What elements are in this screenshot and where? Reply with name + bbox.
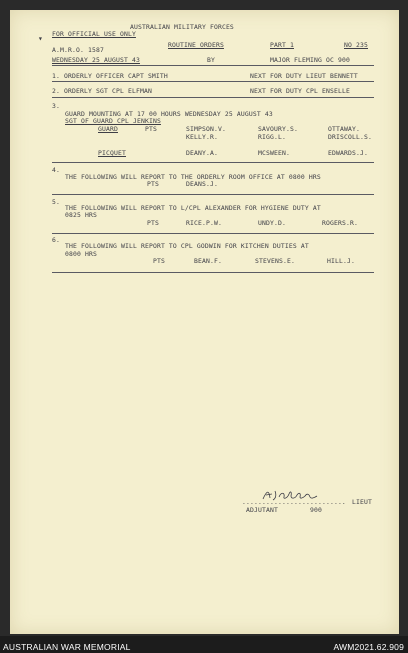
signature-dots: .......................... [242,498,346,506]
amro-reference: A.M.R.O. 1587 [52,46,104,54]
item6-time: 0800 HRS [65,250,97,258]
guard-name: KELLY.R. [186,133,218,141]
item6-name: HILL.J. [327,257,355,265]
guard-label: GUARD [98,125,118,133]
guard-name: DRISCOLL.S. [328,133,372,141]
adjutant-unit: 900 [310,506,322,514]
footer-accession-number: AWM2021.62.909 [333,642,404,652]
footer-institution: AUSTRALIAN WAR MEMORIAL [3,642,131,652]
item6-rule [52,272,374,273]
picquet-name: EDWARDS.J. [328,149,368,157]
item5-name: RICE.P.W. [186,219,222,227]
part-label: PART 1 [270,41,294,49]
guard-name: OTTAWAY. [328,125,360,133]
guard-mounting-heading: GUARD MOUNTING AT 17 00 HOURS WEDNESDAY 25 AUGUST 43 [65,110,273,118]
order-number: NO 235 [344,41,368,49]
guard-name: RIGG.L. [258,133,286,141]
classification: FOR OFFICIAL USE ONLY [52,30,136,38]
item4-pts: PTS [147,180,159,188]
item4-number: 4. [52,166,60,174]
item5-pts: PTS [147,219,159,227]
guard-pts: PTS [145,125,157,133]
item3-rule [52,162,374,163]
authority: MAJOR FLEMING OC 900 [270,56,350,64]
item6-pts: PTS [153,257,165,265]
item4-name: DEANS.J. [186,180,218,188]
routine-orders-label: ROUTINE ORDERS [168,41,224,49]
header-rule [52,65,374,66]
item6-name: STEVENS.E. [255,257,295,265]
item6-text: THE FOLLOWING WILL REPORT TO CPL GODWIN FOR KITCHEN DUTIES AT [65,242,309,250]
document-page [10,10,399,634]
guard-name: SIMPSON.V. [186,125,226,133]
picquet-name: DEANY.A. [186,149,218,157]
item4-rule [52,194,374,195]
item5-text: THE FOLLOWING WILL REPORT TO L/CPL ALEXANDER FOR HYGIENE DUTY AT [65,204,321,212]
item1-rule [52,81,374,82]
order-date: WEDNESDAY 25 AUGUST 43 [52,56,140,64]
item6-name: BEAN.F. [194,257,222,265]
item6-number: 6. [52,236,60,244]
item5-time: 0825 HRS [65,211,97,219]
by-label: BY [207,56,215,64]
picquet-label: PICQUET [98,149,126,157]
margin-mark: ▾ [38,34,43,43]
orderly-officer-line: 1. ORDERLY OFFICER CAPT SMITH [52,72,168,80]
item3-number: 3. [52,102,60,110]
item5-rule [52,233,374,234]
item4-text: THE FOLLOWING WILL REPORT TO THE ORDERLY ROOM OFFICE AT 0800 HRS [65,173,321,181]
adjutant-label: ADJUTANT [246,506,278,514]
item5-name: UNDY.D. [258,219,286,227]
guard-name: SAVOURY.S. [258,125,298,133]
item5-number: 5. [52,198,60,206]
item2-rule [52,97,374,98]
orderly-sgt-next: NEXT FOR DUTY CPL ENSELLE [250,87,350,95]
orderly-officer-next: NEXT FOR DUTY LIEUT BENNETT [250,72,358,80]
signature-rank: LIEUT [352,498,372,506]
item5-name: ROGERS.R. [322,219,358,227]
document-title: AUSTRALIAN MILITARY FORCES [130,23,234,31]
orderly-sgt-line: 2. ORDERLY SGT CPL ELFMAN [52,87,152,95]
sgt-of-guard: SGT OF GUARD CPL JENKINS [65,117,161,125]
picquet-name: MCSWEEN. [258,149,290,157]
